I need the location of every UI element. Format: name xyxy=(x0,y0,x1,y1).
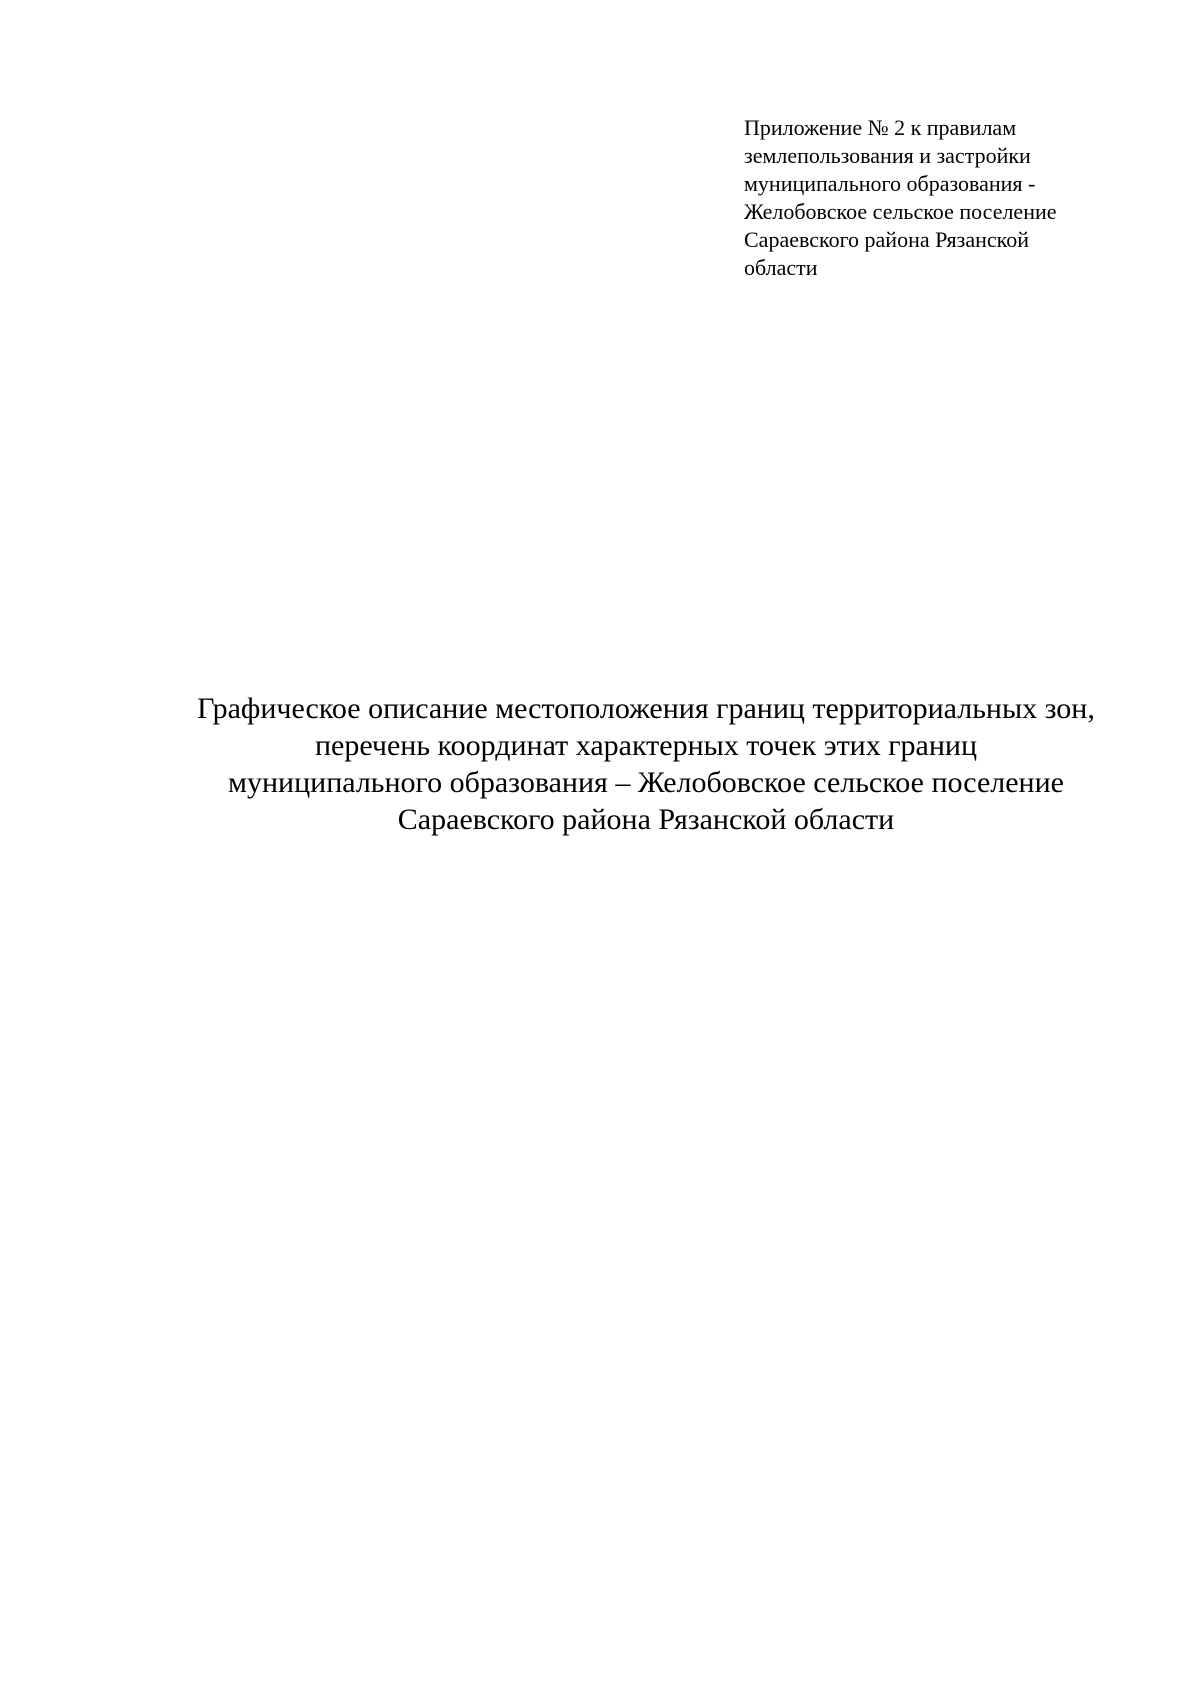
document-title-line: перечень координат характерных точек этих границ xyxy=(314,729,978,762)
document-title-line: Графическое описание местоположения границ территориальных зон, xyxy=(197,692,1095,725)
document-title-line: муниципального образования – Желобовское сельское поселение xyxy=(227,766,1064,799)
document-title-line: Сараевского района Рязанской области xyxy=(397,803,895,836)
appendix-note-line: муниципального образования - xyxy=(744,171,1036,196)
appendix-note-line: области xyxy=(744,255,818,280)
appendix-note-line: землепользования и застройки xyxy=(744,143,1031,168)
appendix-note xyxy=(744,114,1144,282)
document-title xyxy=(100,690,1192,838)
appendix-note-line: Приложение № 2 к правилам xyxy=(744,115,1017,140)
appendix-note-line: Сараевского района Рязанской xyxy=(744,227,1029,252)
appendix-note-line: Желобовское сельское поселение xyxy=(744,199,1057,224)
